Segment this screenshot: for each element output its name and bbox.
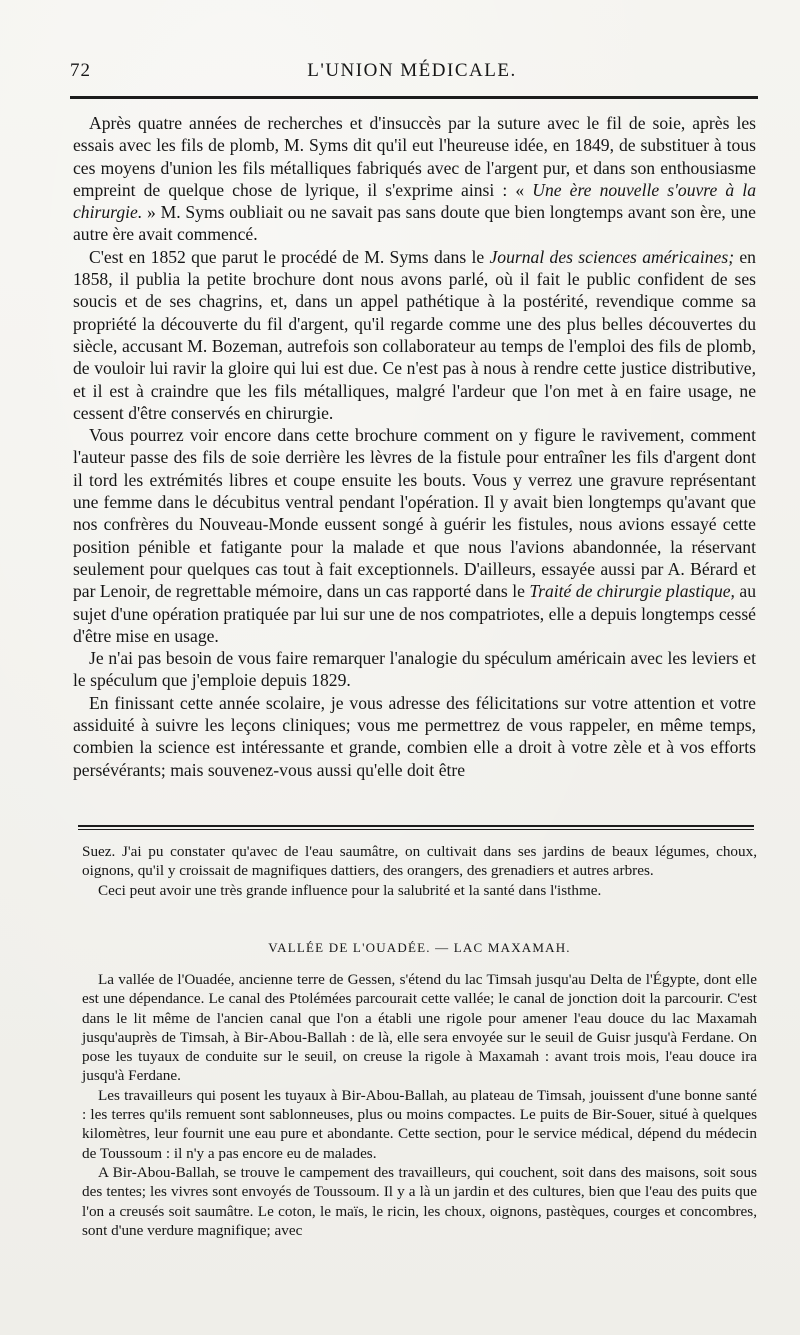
- feuilleton-paragraph: A Bir-Abou-Ballah, se trouve le campement des travailleurs, qui couchent, soit dans des maisons, soit sous des tentes; les vivres sont envoyés de Toussoum. Il y a là un jardin et des cultures, bien que l'eau des puits que l'on a creusés soit saumâtre. Le coton, le maïs, le ricin, les choux, oignons, pastèques, courges et concombres, sont d'une verdure magnifique; avec: [82, 1163, 757, 1239]
- main-paragraph: Je n'ai pas besoin de vous faire remarquer l'analogie du spéculum américain avec les leviers et le spéculum que j'emploie depuis 1829.: [73, 648, 756, 691]
- running-head: L'UNION MÉDICALE.: [307, 60, 517, 81]
- feuilleton-rule: [78, 825, 754, 830]
- feuilleton-paragraph: Les travailleurs qui posent les tuyaux à Bir-Abou-Ballah, au plateau de Timsah, jouissent d'une bonne santé : les terres qu'ils remuent sont sablonneuses, plus ou moins compactes. Le puits de Bir-Souer, situé à quelques kilomètres, leur fournit une eau pure et abondante. Cette section, pour le service médical, dépend du médecin de Toussoum : il n'y a pas encore eu de malades.: [82, 1086, 757, 1162]
- feuilleton-paragraph: Ceci peut avoir une très grande influence pour la salubrité et la santé dans l'isthme.: [98, 881, 602, 899]
- page-number: 72: [70, 60, 91, 81]
- main-paragraph: Vous pourrez voir encore dans cette brochure comment on y figure le ravivement, comment l'auteur passe des fils de soie derrière les lèvres de la fistule pour entraîner les fils d'argent dont il tord les extrémités libres et coupe ensuite les bouts. Vous y verrez une gravure représentant une femme dans le décubitus ventral pendant l'opération. Il y avait bien longtemps qu'avant que nos confrères du Nouveau-Monde eussent songé à guérir les fistules, nous avions essayé cette position pénible et fatigante pour la malade et que nous l'avions abandonnée, la réservant seulement pour quelques cas tout à fait exceptionnels. D'ailleurs, essayée aussi par A. Bérard et par Lenoir, de regrettable mémoire, dans un cas rapporté dans le Traité de chirurgie plastique, au sujet d'une opération pratiquée par lui sur une de nos compatriotes, elle a depuis longtemps cessé d'être mise en usage.: [73, 425, 756, 646]
- header-rule: [70, 96, 758, 99]
- feuilleton-paragraph: La vallée de l'Ouadée, ancienne terre de Gessen, s'étend du lac Timsah jusqu'au Delta de l'Égypte, dont elle est une dépendance. Le canal des Ptolémées parcourait cette vallée; le canal de jonction doit la parcourir. C'est dans le lit même de l'ancien canal que l'on a établi une rigole pour amener l'eau douce du lac Maxamah jusqu'auprès de Timsah, à Bir-Abou-Ballah : de là, elle sera envoyée sur le seuil de Guisr jusqu'à Ferdane. On pose les tuyaux de conduite sur le seuil, on creuse la rigole à Maxamah : avant trois mois, l'eau douce ira jusqu'à Ferdane.: [82, 971, 757, 1085]
- feuilleton-paragraph: Suez. J'ai pu constater qu'avec de l'eau saumâtre, on cultivait dans ses jardins de beaux légumes, choux, oignons, qu'il y croissait de magnifiques dattiers, des orangers, des grenadiers et autres arbres.: [82, 843, 757, 880]
- feuilleton-lead: [82, 842, 757, 900]
- page-header: [70, 60, 754, 90]
- feuilleton-body: [82, 970, 757, 1240]
- main-paragraph: C'est en 1852 que parut le procédé de M. Syms dans le Journal des sciences américaines; en 1858, il publia la petite brochure dont nous avons parlé, où il fait le public confident de ses soucis et de ses chagrins, et, dans un appel pathétique à la postérité, revendique comme sa propriété la découverte du fil d'argent, qu'il regarde comme une des plus belles découvertes du siècle, accusant M. Bozeman, autrefois son collaborateur au temps de l'emploi des fils de plomb, de vouloir lui ravir la gloire qui lui est due. Ce n'est pas à nous à rendre cette justice distributive, et il est à craindre que les fils métalliques, malgré l'ardeur que l'on met à en faire usage, ne cessent d'être conservés en chirurgie.: [73, 246, 756, 423]
- main-text-column: [73, 112, 756, 781]
- main-paragraph: En finissant cette année scolaire, je vous adresse des félicitations sur votre attention et votre assiduité à suivre les leçons cliniques; vous me permettrez de vous rappeler, en même temps, combien la science est intéressante et grande, combien elle a droit à votre zèle et à vos efforts persévérants; mais souvenez-vous aussi qu'elle doit être: [73, 692, 756, 780]
- main-paragraph: Après quatre années de recherches et d'insuccès par la suture avec le fil de soie, après les essais avec les fils de plomb, M. Syms dit qu'il eut l'heureuse idée, en 1849, de substituer à tous ces moyens d'union les fils métalliques fabriqués avec de l'argent pur, et dans son enthousiasme empreint de quelque chose de lyrique, il s'exprime ainsi : « Une ère nouvelle s'ouvre à la chirurgie. » M. Syms oubliait ou ne savait pas sans doute que bien longtemps avant son ère, une autre ère avait commencé.: [73, 113, 756, 245]
- section-heading: VALLÉE DE L'OUADÉE. — LAC MAXAMAH.: [268, 940, 571, 955]
